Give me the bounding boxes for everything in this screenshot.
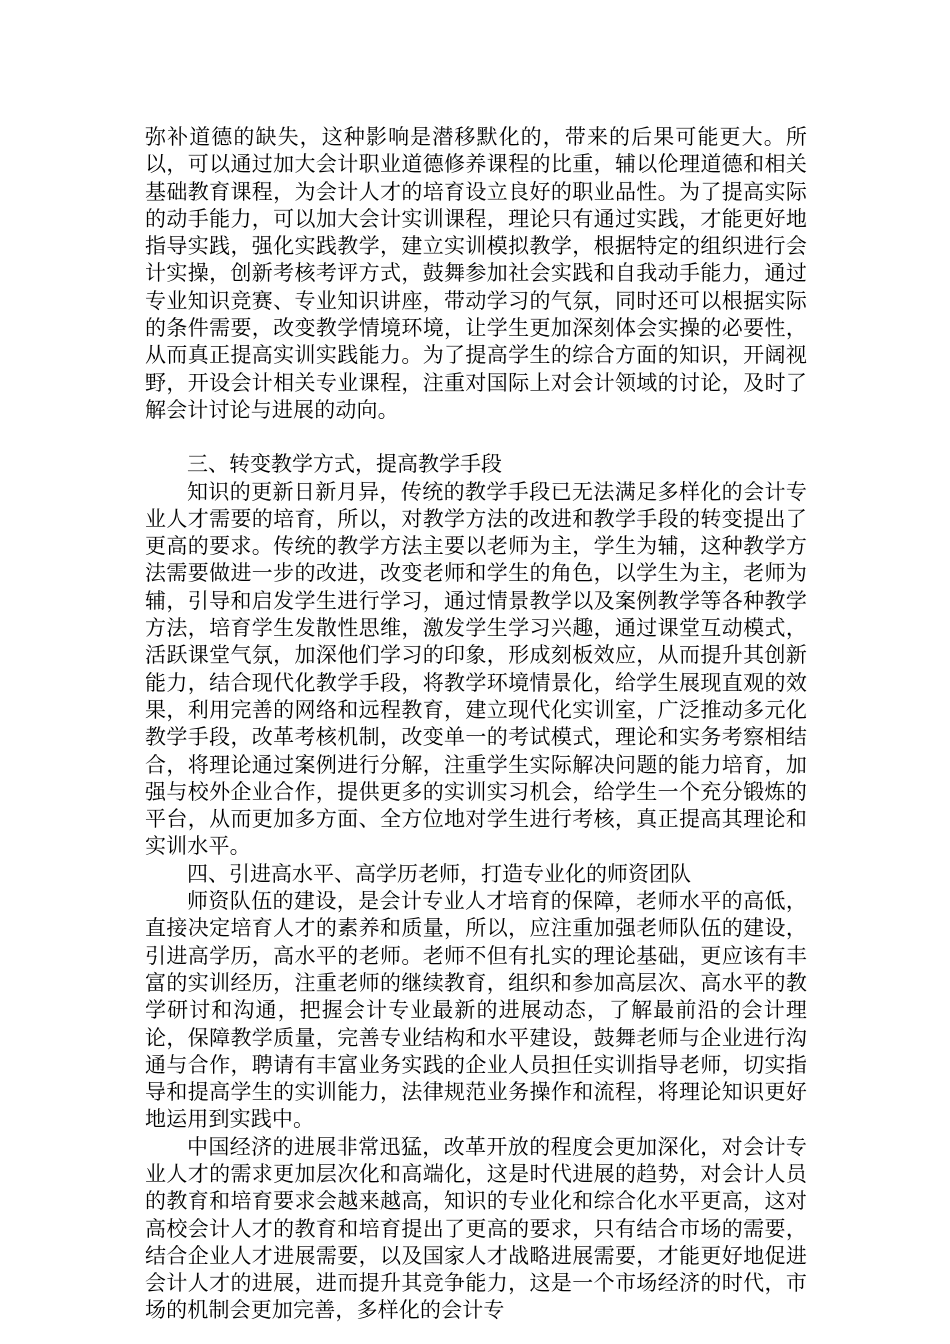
paragraph-3: 师资队伍的建设，是会计专业人才培育的保障，老师水平的高低，直接决定培育人才的素养和质量，所以，应注重加强老师队伍的建设，引进高学历，高水平的老师。老师不但有扎实的理论基础，更应该有丰富的实训经历，注重老师的继续教育，组织和参加高层次、高水平的教学研讨和沟通，把握会计专业最新的进展动态，了解最前沿的会计理论，保障教学质量，完善专业结构和水平建设，鼓舞老师与企业进行沟通与合作，聘请有丰富业务实践的企业人员担任实训指导老师，切实指导和提高学生的实训能力，法律规范业务操作和流程，将理论知识更好地运用到实践中。	[145, 889, 807, 1132]
section-heading-3: 三、转变教学方式，提高教学手段	[187, 452, 502, 477]
paragraph-gap	[145, 424, 807, 451]
paragraph-1: 弥补道德的缺失，这种影响是潜移默化的，带来的后果可能更大。所以，可以通过加大会计职业道德修养课程的比重，辅以伦理道德和相关基础教育课程，为会计人才的培育设立良好的职业品性。为了提高实际的动手能力，可以加大会计实训课程，理论只有通过实践，才能更好地指导实践，强化实践教学，建立实训模拟教学，根据特定的组织进行会计实操，创新考核考评方式，鼓舞参加社会实践和自我动手能力，通过专业知识竞赛、专业知识讲座，带动学习的气氛，同时还可以根据实际的条件需要，改变教学情境环境，让学生更加深刻体会实操的必要性，从而真正提高实训实践能力。为了提高学生的综合方面的知识，开阔视野，开设会计相关专业课程，注重对国际上对会计领域的讨论，及时了解会计讨论与进展的动向。	[145, 125, 807, 422]
paragraph-4: 中国经济的进展非常迅猛，改革开放的程度会更加深化，对会计专业人才的需求更加层次化和高端化，这是时代进展的趋势，对会计人员的教育和培育要求会越来越高，知识的专业化和综合化水平更高，这对高校会计人才的教育和培育提出了更高的要求，只有结合市场的需要，结合企业人才进展需要，以及国家人才战略进展需要，才能更好地促进会计人才的进展，进而提升其竞争能力，这是一个市场经济的时代，市场的机制会更加完善，多样化的会计专	[145, 1134, 807, 1323]
section-heading-4: 四、引进高水平、高学历老师，打造专业化的师资团队	[187, 861, 691, 886]
document-body	[145, 124, 807, 1325]
paragraph-2: 知识的更新日新月异，传统的教学手段已无法满足多样化的会计专业人才需要的培育，所以，对教学方法的改进和教学手段的转变提出了更高的要求。传统的教学方法主要以老师为主，学生为辅，这种教学方法需要做进一步的改进，改变老师和学生的角色，以学生为主，老师为辅，引导和启发学生进行学习，通过情景教学以及案例教学等各种教学方法，培育学生发散性思维，激发学生学习兴趣，通过课堂互动模式，活跃课堂气氛，加深他们学习的印象，形成刻板效应，从而提升其创新能力，结合现代化教学手段，将教学环境情景化，给学生展现直观的效果，利用完善的网络和远程教育，建立现代化实训室，广泛推动多元化教学手段，改革考核机制，改变单一的考试模式，理论和实务考察相结合，将理论通过案例进行分解，注重学生实际解决问题的能力培育，加强与校外企业合作，提供更多的实训实习机会，给学生一个充分锻炼的平台，从而更加多方面、全方位地对学生进行考核，真正提高其理论和实训水平。	[145, 479, 807, 859]
